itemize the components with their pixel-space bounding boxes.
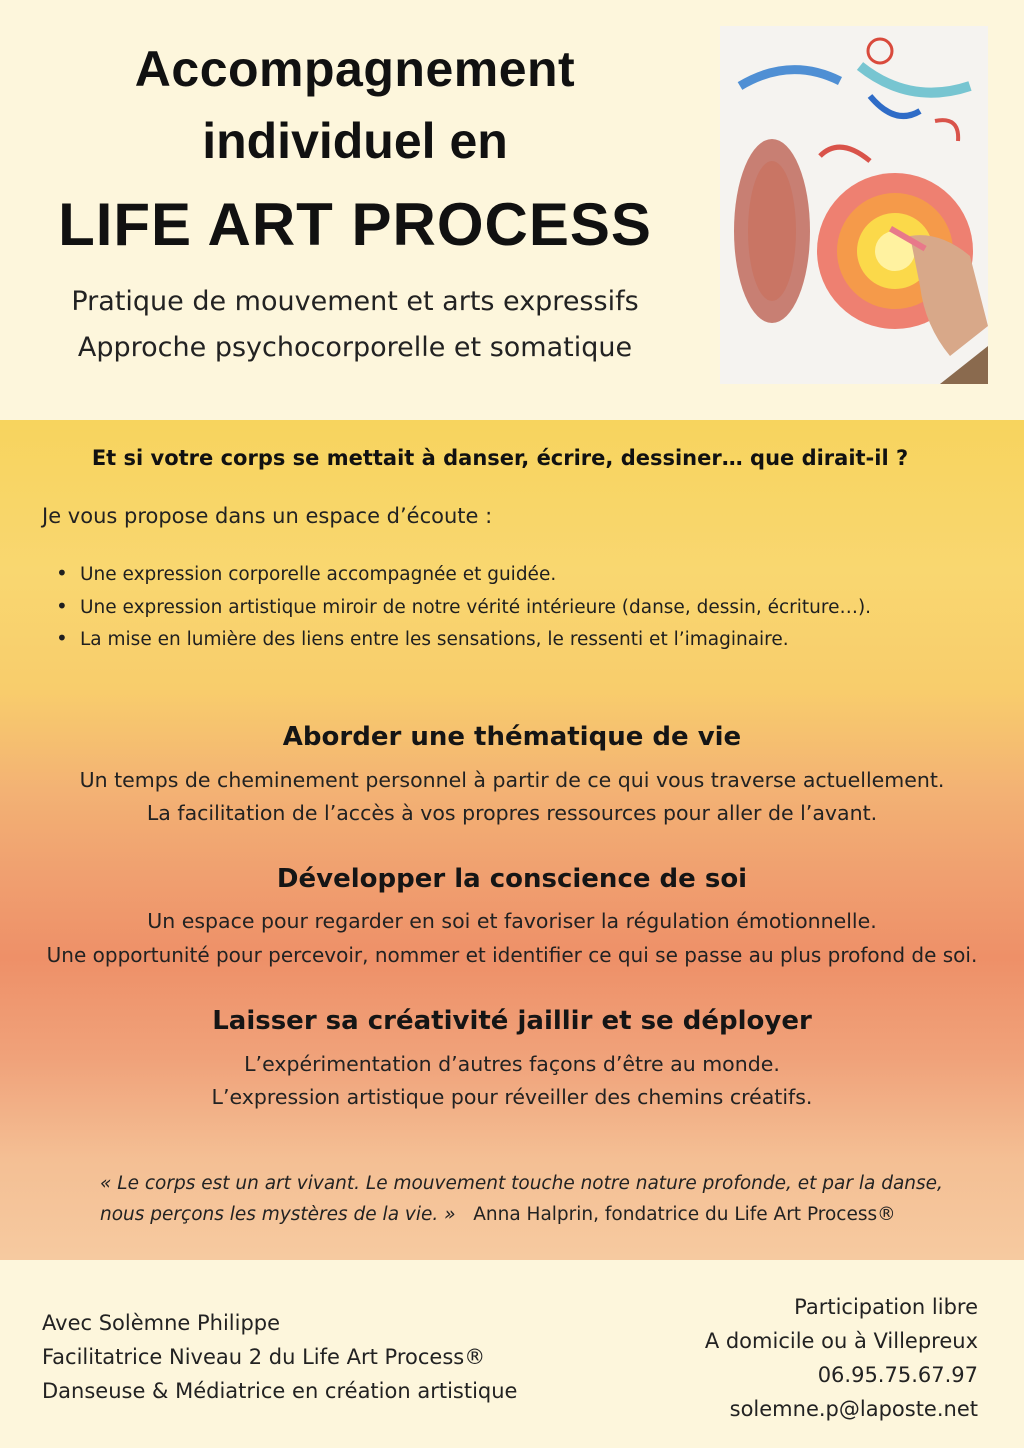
list-item: • Une expression artistique miroir de notre vérité intérieure (danse, dessin, écriture…). bbox=[56, 591, 871, 624]
subtitle-1: Pratique de mouvement et arts expressifs bbox=[71, 286, 639, 317]
section-text: L’expression artistique pour réveiller des chemins créatifs. bbox=[211, 1085, 813, 1109]
artwork-photo bbox=[720, 26, 988, 384]
facilitator-role: Danseuse & Médiatrice en création artistique bbox=[42, 1379, 518, 1403]
quote-attribution: Anna Halprin, fondatrice du Life Art Process® bbox=[473, 1204, 896, 1225]
facilitator-name: Avec Solèmne Philippe bbox=[42, 1311, 281, 1335]
section-text: La facilitation de l’accès à vos propres ressources pour aller de l’avant. bbox=[146, 801, 878, 825]
email-address[interactable]: solemne.p@laposte.net bbox=[729, 1397, 978, 1421]
quote-block bbox=[100, 1168, 980, 1230]
section-text: Une opportunité pour percevoir, nommer et identifier ce qui se passe au plus profond de soi. bbox=[46, 943, 978, 967]
intro-lead: Je vous propose dans un espace d’écoute : bbox=[42, 504, 493, 528]
bullet-list bbox=[56, 558, 871, 656]
location-info: A domicile ou à Villepreux bbox=[704, 1329, 978, 1353]
price-info: Participation libre bbox=[794, 1295, 978, 1319]
title-main: LIFE ART PROCESS bbox=[58, 191, 652, 258]
content-band bbox=[0, 420, 1024, 1260]
subtitle-2: Approche psychocorporelle et somatique bbox=[77, 332, 633, 363]
section-text: Un temps de cheminement personnel à partir de ce qui vous traverse actuellement. bbox=[79, 768, 945, 792]
list-item: • Une expression corporelle accompagnée et guidée. bbox=[56, 558, 871, 591]
title-line-1: Accompagnement bbox=[134, 41, 576, 97]
section-heading-creativity: Laisser sa créativité jaillir et se déployer bbox=[212, 1006, 812, 1036]
facilitator-role: Facilitatrice Niveau 2 du Life Art Process® bbox=[42, 1345, 486, 1369]
quote-text-line-2: nous perçons les mystères de la vie. » bbox=[100, 1204, 456, 1225]
phone-number[interactable]: 06.95.75.67.97 bbox=[817, 1363, 978, 1387]
footer-facilitator bbox=[42, 1306, 517, 1408]
section-text: L’expérimentation d’autres façons d’être au monde. bbox=[244, 1052, 780, 1076]
section-heading-life-theme: Aborder une thématique de vie bbox=[282, 722, 742, 752]
section-text: Un espace pour regarder en soi et favoriser la régulation émotionnelle. bbox=[147, 909, 877, 933]
section-heading-self-awareness: Développer la conscience de soi bbox=[276, 864, 748, 894]
title-line-2: individuel en bbox=[202, 113, 508, 169]
list-item: • La mise en lumière des liens entre les sensations, le ressenti et l’imaginaire. bbox=[56, 623, 871, 656]
intro-question: Et si votre corps se mettait à danser, écrire, dessiner… que dirait-il ? bbox=[91, 446, 909, 470]
footer-contact bbox=[705, 1290, 978, 1426]
quote-text-line-1: « Le corps est un art vivant. Le mouvement touche notre nature profonde, et par la danse, bbox=[100, 1173, 943, 1194]
